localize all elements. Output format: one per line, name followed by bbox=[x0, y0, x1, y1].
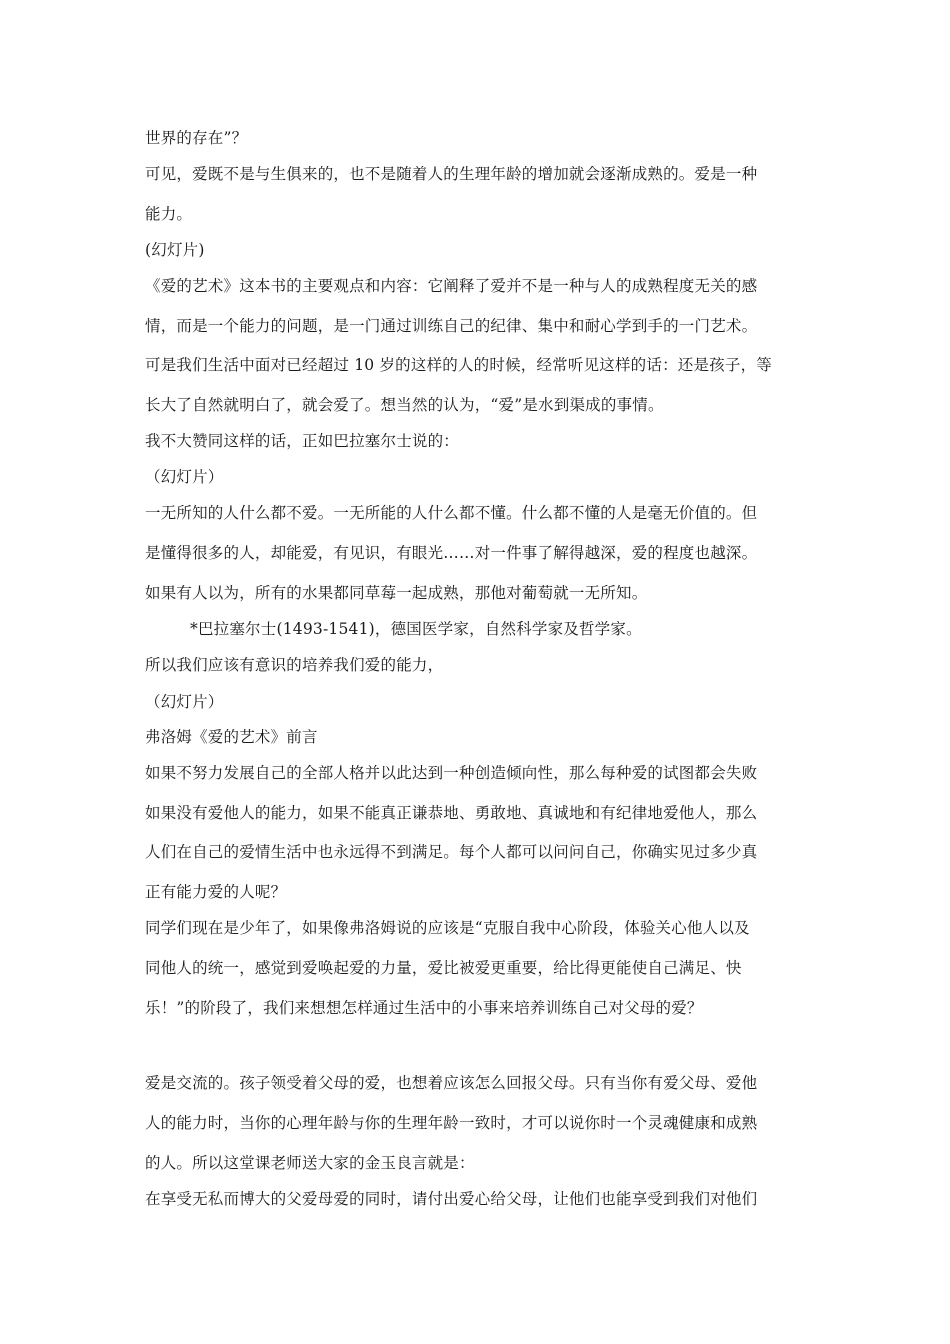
text-line: 同他人的统一，感觉到爱唤起爱的力量，爱比被爱更重要，给比得更能使自己满足、快 bbox=[145, 959, 742, 977]
text-line: 爱是交流的。孩子领受着父母的爱，也想着应该怎么回报父母。只有当你有爱父母、爱他 bbox=[145, 1074, 758, 1092]
text-line: 《爱的艺术》这本书的主要观点和内容：它阐释了爱并不是一种与人的成熟程度无关的感 bbox=[145, 277, 758, 295]
text-line: 如果不努力发展自己的全部人格并以此达到一种创造倾向性，那么每种爱的试图都会失败 bbox=[145, 764, 758, 782]
text-line: 如果没有爱他人的能力，如果不能真正谦恭地、勇敢地、真诚地和有纪律地爱他人，那么 bbox=[145, 804, 758, 822]
text-line: 世界的存在”？ bbox=[145, 129, 248, 147]
text-line: 乐！”的阶段了，我们来想想怎样通过生活中的小事来培养训练自己对父母的爱？ bbox=[145, 999, 703, 1017]
text-line: (幻灯片) bbox=[145, 241, 205, 259]
text-line: 在享受无私而博大的父爱母爱的同时，请付出爱心给父母，让他们也能享受到我们对他们 bbox=[145, 1190, 758, 1208]
text-line: 一无所知的人什么都不爱。一无所能的人什么都不懂。什么都不懂的人是毫无价值的。但 bbox=[145, 504, 758, 522]
text-line: 我不大赞同这样的话，正如巴拉塞尔士说的： bbox=[145, 432, 460, 450]
text-line: （幻灯片） bbox=[145, 693, 224, 711]
footnote-line: *巴拉塞尔士(1493-1541)，德国医学家，自然科学家及哲学家。 bbox=[190, 620, 642, 638]
text-line: 正有能力爱的人呢？ bbox=[145, 883, 287, 901]
text-line: 是懂得很多的人，却能爱，有见识，有眼光……对一件事了解得越深，爱的程度也越深。 bbox=[145, 544, 758, 562]
text-line: （幻灯片） bbox=[145, 468, 224, 486]
text-line: 能力。 bbox=[145, 205, 193, 223]
text-line: 可见，爱既不是与生俱来的，也不是随着人的生理年龄的增加就会逐渐成熟的。爱是一种 bbox=[145, 165, 758, 183]
text-line: 如果有人以为，所有的水果都同草莓一起成熟，那他对葡萄就一无所知。 bbox=[145, 584, 648, 602]
text-line: 情，而是一个能力的问题，是一门通过训练自己的纪律、集中和耐心学到手的一门艺术。 bbox=[145, 317, 758, 335]
text-line: 的人。所以这堂课老师送大家的金玉良言就是： bbox=[145, 1154, 475, 1172]
text-line: 长大了自然就明白了，就会爱了。想当然的认为，“爱”是水到渠成的事情。 bbox=[145, 396, 664, 414]
text-line: 人们在自己的爱情生活中也永远得不到满足。每个人都可以问问自己，你确实见过多少真 bbox=[145, 843, 758, 861]
text-line: 人的能力时，当你的心理年龄与你的生理年龄一致时，才可以说你时一个灵魂健康和成熟 bbox=[145, 1114, 758, 1132]
text-line: 可是我们生活中面对已经超过 10 岁的这样的人的时候，经常听见这样的话：还是孩子，等 bbox=[145, 356, 772, 374]
text-line: 所以我们应该有意识的培养我们爱的能力， bbox=[145, 656, 444, 674]
text-line: 弗洛姆《爱的艺术》前言 bbox=[145, 728, 318, 746]
text-line: 同学们现在是少年了，如果像弗洛姆说的应该是“克服自我中心阶段，体验关心他人以及 bbox=[145, 919, 750, 937]
